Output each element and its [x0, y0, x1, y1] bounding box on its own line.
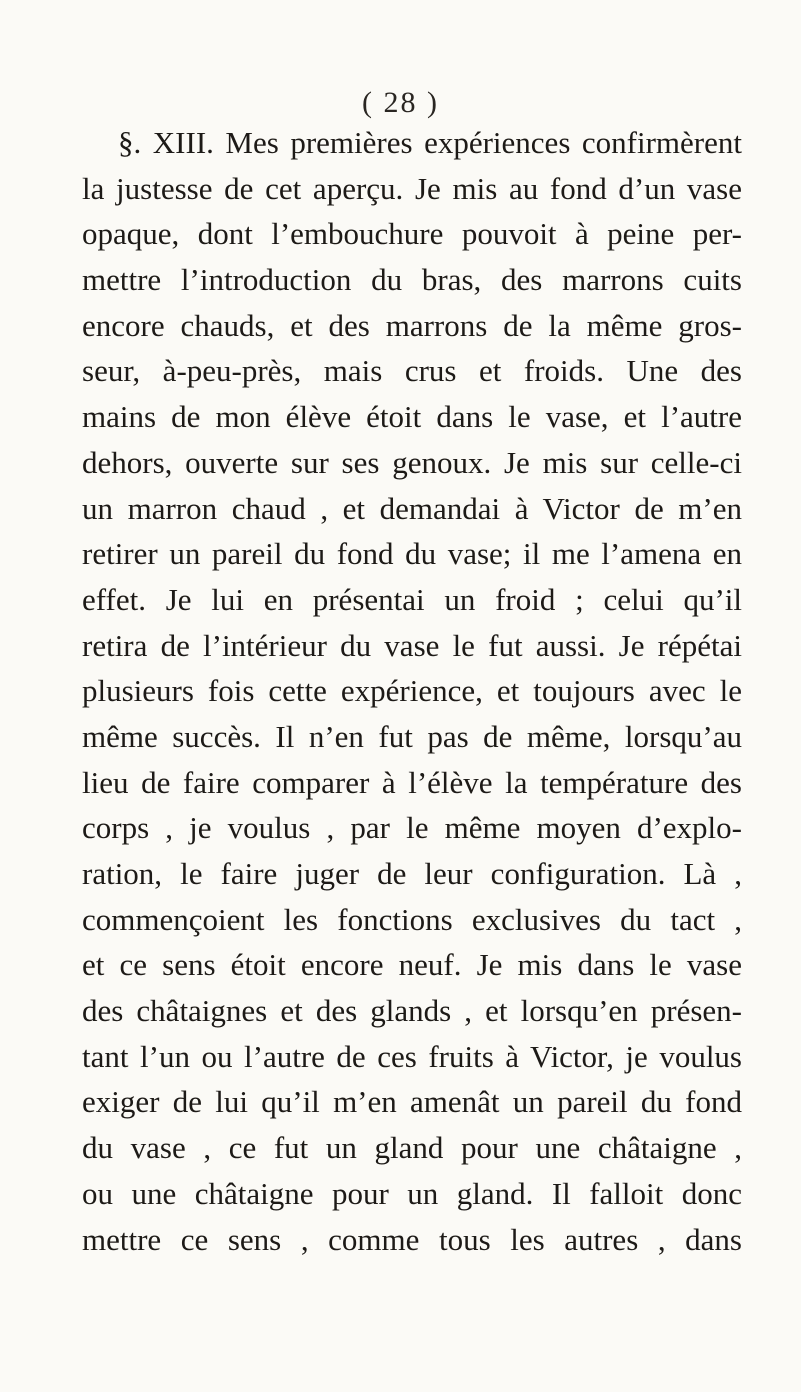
text-line: seur, à-peu-près, mais crus et froids. Une des: [82, 353, 742, 389]
text-line: commençoient les fonctions exclusives du tact ,: [82, 901, 742, 937]
text-line: même succès. Il n’en fut pas de même, lorsqu’au: [82, 718, 742, 754]
text-line: §. XIII. Mes premières expériences confirmèrent: [118, 125, 742, 160]
text-line: la justesse de cet aperçu. Je mis au fond d’un vase: [82, 170, 742, 206]
text-line: encore chauds, et des marrons de la même gros-: [82, 307, 742, 343]
text-line: mains de mon élève étoit dans le vase, et l’autre: [82, 399, 742, 435]
body-text: [82, 120, 742, 1262]
text-line: lieu de faire comparer à l’élève la température des: [82, 764, 742, 800]
text-line: mettre l’introduction du bras, des marrons cuits: [82, 262, 742, 298]
text-line: tant l’un ou l’autre de ces fruits à Victor, je voulus: [82, 1038, 742, 1074]
text-line: corps , je voulus , par le même moyen d’explo-: [82, 810, 742, 846]
text-line: dehors, ouverte sur ses genoux. Je mis sur celle-ci: [82, 444, 742, 480]
text-line: un marron chaud , et demandai à Victor de m’en: [82, 490, 742, 526]
text-line: et ce sens étoit encore neuf. Je mis dans le vase: [82, 947, 742, 983]
text-line: retira de l’intérieur du vase le fut aussi. Je répétai: [82, 627, 742, 663]
text-line: ou une châtaigne pour un gland. Il falloit donc: [82, 1175, 742, 1211]
text-line: du vase , ce fut un gland pour une châtaigne ,: [82, 1130, 742, 1166]
text-line: exiger de lui qu’il m’en amenât un pareil du fond: [82, 1084, 742, 1120]
text-line: ration, le faire juger de leur configuration. Là ,: [82, 856, 742, 891]
text-line: opaque, dont l’embouchure pouvoit à peine per-: [82, 216, 742, 252]
text-line: des châtaignes et des glands , et lorsqu’en présen-: [82, 993, 742, 1029]
page-number: ( 28 ): [362, 86, 439, 119]
text-line: retirer un pareil du fond du vase; il me l’amena en: [82, 536, 742, 572]
text-line: effet. Je lui en présentai un froid ; celui qu’il: [82, 581, 742, 617]
text-line: plusieurs fois cette expérience, et toujours avec le: [82, 673, 742, 709]
text-line: mettre ce sens , comme tous les autres , dans: [82, 1221, 742, 1257]
